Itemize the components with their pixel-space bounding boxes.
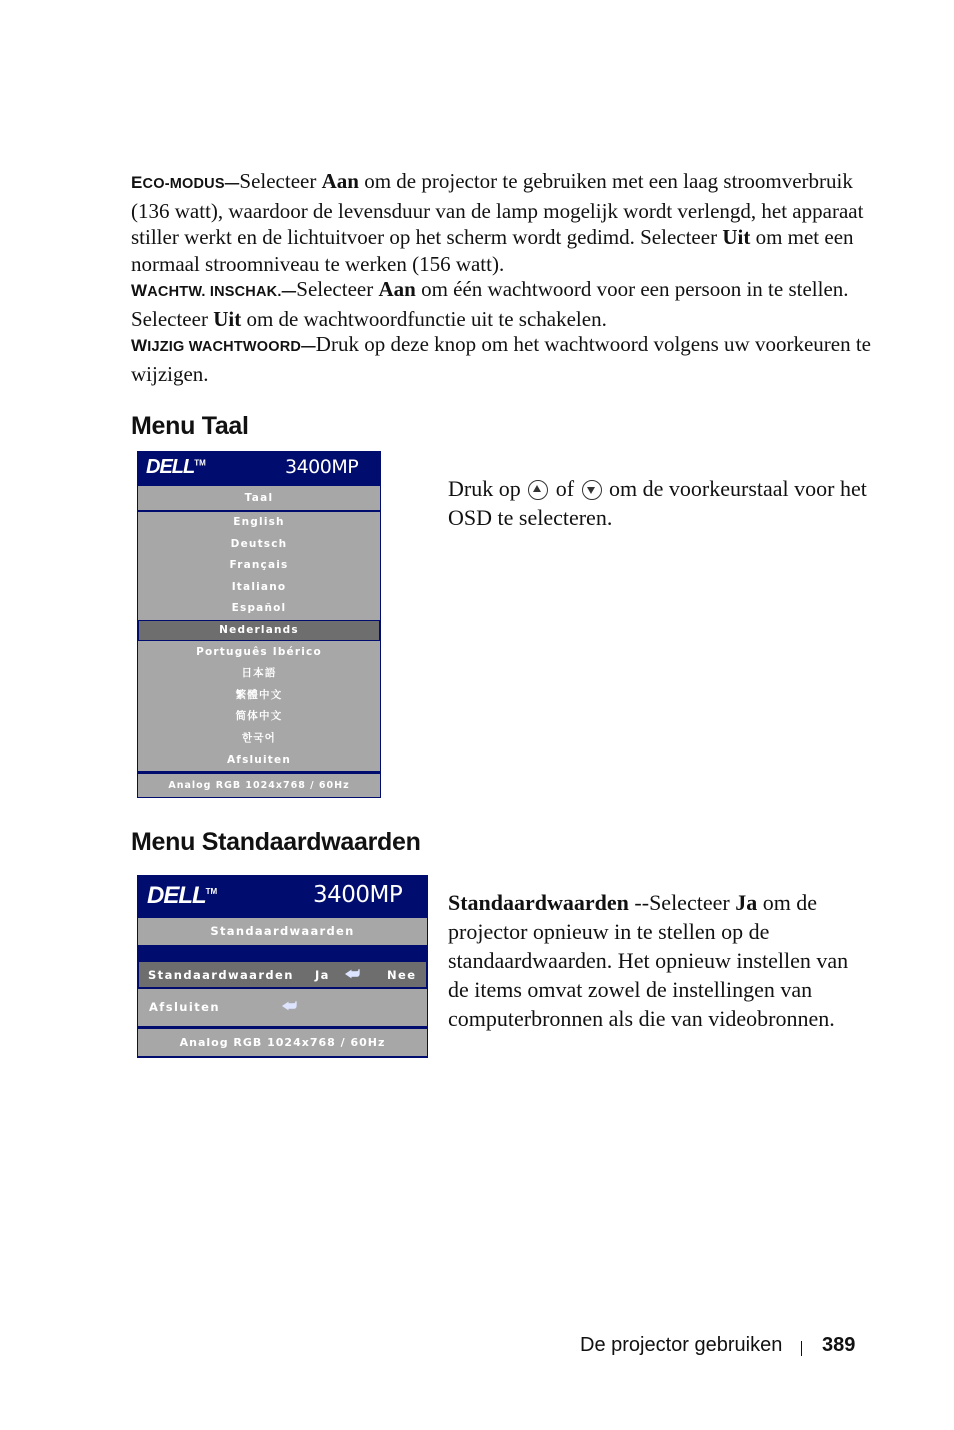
language-item[interactable]: Español <box>231 602 287 614</box>
up-arrow-circle-icon <box>528 480 548 500</box>
language-item[interactable]: 한국어 <box>241 732 277 744</box>
osd-status-bar: Analog RGB 1024x768 / 60Hz <box>138 774 380 797</box>
dell-logo: DELL™ <box>147 882 218 909</box>
language-item[interactable]: Deutsch <box>230 538 288 550</box>
enter-arrow-icon: ⮨ <box>345 964 362 983</box>
reset-defaults-label: Standaardwaarden <box>148 968 294 982</box>
osd-status-bar: Analog RGB 1024x768 / 60Hz <box>138 1029 427 1056</box>
language-item[interactable]: Français <box>229 559 289 571</box>
page-number: 389 <box>822 1334 856 1356</box>
language-item[interactable]: 简体中文 <box>235 710 283 722</box>
dell-logo: DELL™ <box>146 456 206 478</box>
reset-no-option[interactable]: Nee <box>387 968 417 982</box>
language-item-selected[interactable]: Nederlands <box>138 620 380 641</box>
osd-header <box>137 875 428 917</box>
password-enable-term: WACHTW. INSCHAK.— <box>131 281 297 300</box>
model-label: 3400MP <box>313 882 403 908</box>
language-list <box>138 512 380 771</box>
defaults-menu-heading: Menu Standaardwaarden <box>131 828 421 856</box>
defaults-exit-row[interactable] <box>138 989 427 1026</box>
footer-divider <box>801 1341 802 1356</box>
eco-mode-paragraph: ECO-MODUS—Selecteer Aan om de projector te gebruiken met een laag stroomverbruik (136 watt), waardoor de levensduur van de lamp mogelijk wordt verlengd, het apparaat stiller werkt en de lichtuitvoer op het scherm wordt gedimd. Selecteer Uit om met een normaal stroomniveau te werken (156 watt). <box>131 169 864 276</box>
defaults-description: Standaardwaarden --Selecteer Ja om de projector opnieuw in te stellen op de standaardwaarden. Het opnieuw instellen van de items omvat zowel de instellingen van computerbronnen als die van videobronnen. <box>448 890 849 1031</box>
model-label: 3400MP <box>285 456 359 478</box>
language-menu-heading: Menu Taal <box>131 412 249 440</box>
language-item[interactable]: English <box>233 516 285 528</box>
password-enable-paragraph: WACHTW. INSCHAK.—Selecteer Aan om één wachtwoord voor een persoon in te stellen. Selecteer Uit om de wachtwoordfunctie uit te schakelen. <box>131 277 849 331</box>
language-exit-item[interactable]: Afsluiten <box>226 754 292 766</box>
reset-yes-option[interactable]: Ja <box>315 968 330 982</box>
language-osd-panel <box>137 451 381 798</box>
osd-title-bar: Standaardwaarden <box>138 918 427 945</box>
osd-header <box>137 451 381 485</box>
down-arrow-circle-icon <box>582 480 602 500</box>
language-description: Druk op of om de voorkeurstaal voor het OSD te selecteren. <box>448 476 867 530</box>
change-password-term: WIJZIG WACHTWOORD— <box>131 336 316 355</box>
language-item[interactable]: Italiano <box>231 581 287 593</box>
language-item[interactable]: 日本語 <box>241 667 277 679</box>
reset-defaults-row[interactable] <box>138 961 427 988</box>
footer-section-title: De projector gebruiken <box>580 1334 783 1356</box>
language-item[interactable]: Português Ibérico <box>196 646 322 658</box>
osd-title-bar: Taal <box>138 486 380 510</box>
change-password-paragraph: WIJZIG WACHTWOORD—Druk op deze knop om het wachtwoord volgens uw voorkeuren te wijzigen. <box>131 332 871 386</box>
enter-arrow-icon: ⮨ <box>282 996 299 1015</box>
defaults-exit-label: Afsluiten <box>149 1000 220 1014</box>
defaults-osd-panel <box>137 875 428 1058</box>
eco-mode-term: ECO-MODUS— <box>131 173 240 192</box>
language-item[interactable]: 繁體中文 <box>235 689 283 701</box>
